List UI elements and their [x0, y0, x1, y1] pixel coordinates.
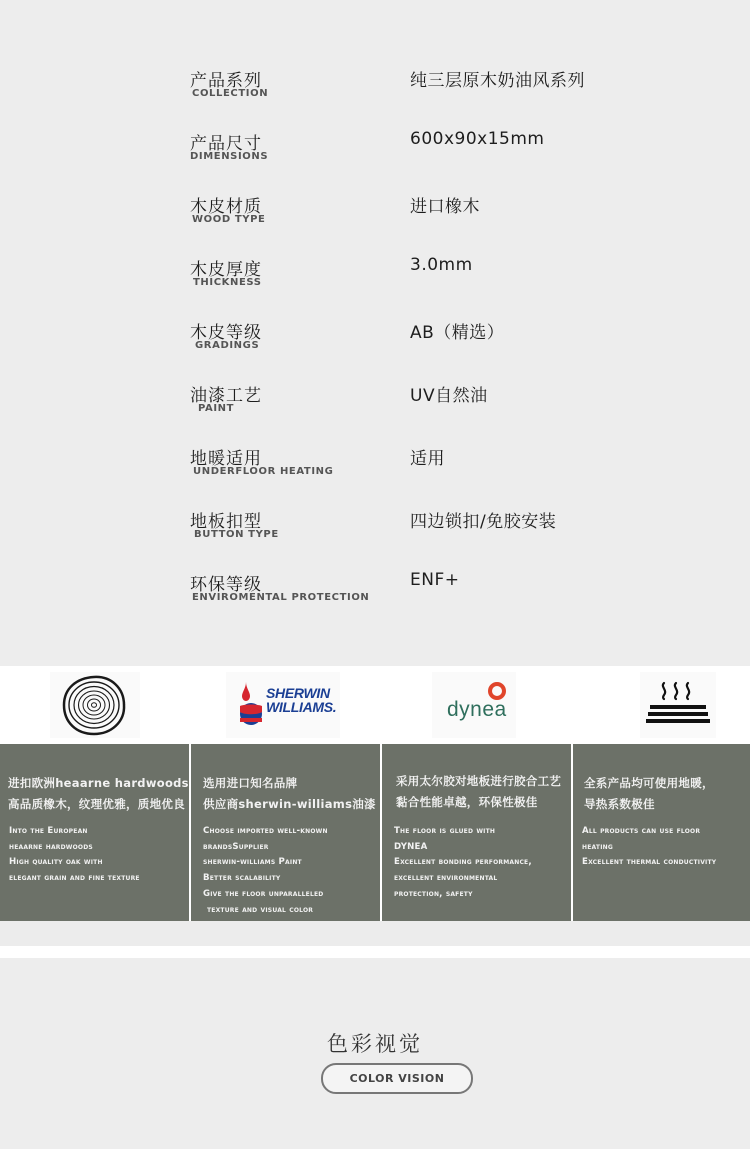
spec-value: UV自然油	[410, 386, 488, 406]
spec-label-en: WOOD TYPE	[192, 214, 266, 225]
spec-value: AB（精选）	[410, 323, 505, 343]
spec-label: 地板扣型	[190, 512, 262, 532]
feature-cn-text	[203, 773, 376, 815]
spec-label-en: THICKNESS	[193, 277, 262, 288]
section-divider-line	[0, 946, 750, 958]
feature-columns	[0, 744, 750, 921]
spec-value: 600x90x15mm	[410, 129, 545, 149]
spec-label: 木皮厚度	[190, 260, 262, 280]
spec-label: 产品系列	[190, 71, 262, 91]
spec-value: 3.0mm	[410, 255, 473, 275]
dynea-cell	[432, 672, 516, 738]
spec-label-en: UNDERFLOOR HEATING	[193, 466, 334, 477]
spec-value: ENF+	[410, 570, 460, 590]
feature-cn-line: 采用太尔胶对地板进行胶合工艺	[396, 774, 562, 788]
sherwin-williams-logo	[236, 682, 266, 726]
feature-cn-line: 黏合性能卓越，环保性极佳	[396, 795, 538, 809]
feature-en-line: Better scalability	[203, 873, 281, 884]
spec-row-dimensions	[0, 129, 750, 179]
feature-cn-line: 导热系数极佳	[584, 797, 655, 811]
feature-en-line: protection, safety	[394, 888, 473, 899]
feature-en-text	[582, 824, 716, 871]
spec-label: 环保等级	[190, 575, 262, 595]
brand-logos-row	[0, 666, 750, 744]
feature-cn-line: 进扣欧洲heaarne hardwoods	[8, 776, 189, 790]
feature-column-heating	[573, 744, 750, 921]
feature-en-text	[9, 824, 140, 887]
spec-label-en: DIMENSIONS	[190, 151, 269, 162]
feature-en-line: sherwin-williams Paint	[203, 857, 302, 868]
spec-label-en: BUTTON TYPE	[194, 529, 279, 540]
spec-label: 木皮等级	[190, 323, 262, 343]
feature-en-line: excellent environmental	[394, 873, 498, 884]
feature-cn-text	[396, 771, 561, 813]
color-vision-badge: COLOR VISION	[321, 1063, 473, 1094]
feature-en-line: High quality oak with	[9, 857, 103, 868]
feature-en-text	[394, 824, 532, 903]
feature-en-line: heaarne hardwoods	[9, 841, 93, 852]
spec-label-en: COLLECTION	[192, 88, 269, 99]
spec-row-wood-type	[0, 192, 750, 242]
feature-en-line: texture and visual color	[207, 904, 314, 915]
spec-label: 地暖适用	[190, 449, 262, 469]
feature-en-line: elegant grain and fine texture	[9, 873, 140, 884]
sherwin-line-1: SHERWIN	[266, 685, 330, 701]
spec-label: 产品尺寸	[190, 134, 262, 154]
feature-cn-text	[8, 773, 189, 815]
spec-row-button-type	[0, 507, 750, 557]
feature-en-line: DYNEA	[394, 841, 428, 852]
spec-value: 纯三层原木奶油风系列	[410, 71, 585, 91]
spec-value: 四边锁扣/免胶安装	[410, 512, 557, 532]
spec-label: 木皮材质	[190, 197, 262, 217]
spec-row-collection	[0, 66, 750, 116]
color-vision-title: 色彩视觉	[327, 1032, 423, 1056]
feature-column-oak	[0, 744, 189, 921]
feature-cn-line: 供应商sherwin-williams油漆	[203, 797, 376, 811]
spec-label-en: PAINT	[198, 403, 235, 414]
spec-label-en: GRADINGS	[195, 340, 260, 351]
feature-en-text	[203, 824, 328, 918]
sherwin-williams-wordmark	[266, 686, 336, 714]
sherwin-line-2: WILLIAMS.	[266, 699, 337, 715]
feature-en-line: The floor is glued with	[394, 826, 496, 836]
wood-rings-cell	[50, 672, 140, 738]
sherwin-williams-cell	[226, 672, 340, 738]
feature-en-line: Excellent bonding performance,	[394, 857, 532, 868]
feature-column-paint	[191, 744, 380, 921]
spec-row-gradings	[0, 318, 750, 368]
spec-row-underfloor-heating	[0, 444, 750, 494]
feature-en-line: Excellent thermal conductivity	[582, 857, 717, 868]
spec-label: 油漆工艺	[190, 386, 262, 406]
spec-row-environmental	[0, 570, 750, 620]
feature-en-line: heating	[582, 841, 613, 852]
heating-floor-icon	[646, 681, 710, 725]
dynea-wordmark: dynea	[447, 698, 507, 721]
feature-cn-line: 高品质橡木，纹理优雅，质地优良	[8, 797, 185, 811]
feature-en-line: All products can use floor	[582, 826, 701, 836]
feature-en-line: Choose imported well-known	[203, 826, 328, 836]
feature-cn-line: 选用进口知名品牌	[203, 776, 298, 790]
feature-en-line: brandsSupplier	[203, 841, 269, 852]
feature-column-glue	[382, 744, 571, 921]
feature-cn-line: 全系产品均可使用地暖，	[584, 776, 714, 790]
spec-row-paint	[0, 381, 750, 431]
spec-value: 进口橡木	[410, 197, 480, 217]
spec-row-thickness	[0, 255, 750, 305]
spec-label-en: ENVIROMENTAL PROTECTION	[192, 592, 370, 603]
feature-cn-text	[584, 773, 714, 815]
spec-value: 适用	[410, 449, 445, 469]
feature-en-line: Into the European	[9, 826, 88, 836]
feature-en-line: Give the floor unparalleled	[203, 888, 324, 899]
heating-cell	[640, 672, 716, 738]
wood-rings-icon	[61, 674, 127, 736]
